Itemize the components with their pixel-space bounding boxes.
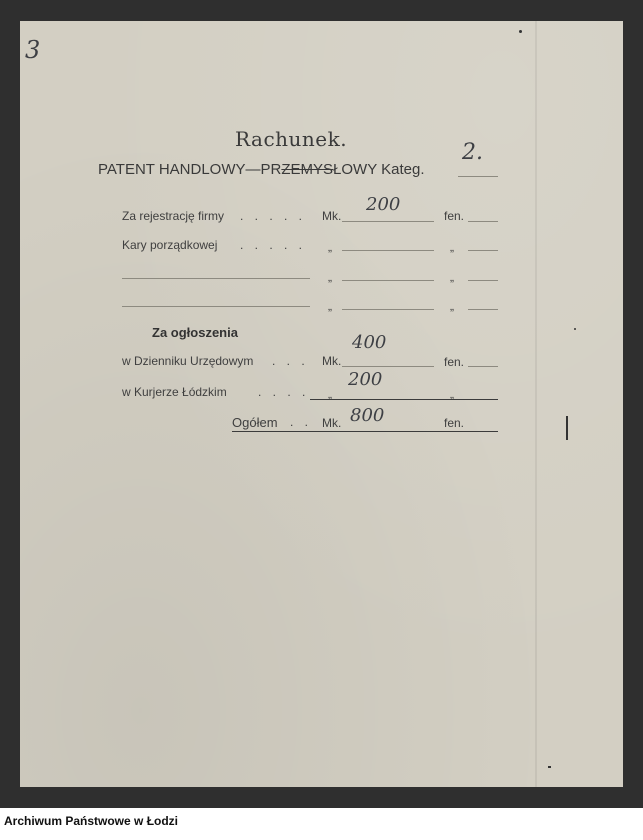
announcement-label: w Dzienniku Urzędowym	[122, 354, 254, 368]
document-title: Rachunek.	[235, 127, 348, 151]
announcement-currency: „	[328, 387, 332, 401]
fee-amount-line	[342, 221, 434, 222]
penalty-currency: „	[328, 240, 332, 254]
announcement-amount-line	[342, 366, 434, 367]
announcement-amount-handwritten: 400	[352, 332, 387, 353]
fee-unit: fen.	[444, 209, 465, 223]
announcement-amount-handwritten: 200	[348, 369, 383, 390]
announcement-dots: . . . .	[258, 385, 310, 399]
fee-fen-line	[468, 221, 498, 222]
category-line	[458, 176, 498, 177]
announcement-unit: „	[450, 387, 454, 401]
subtitle-text-start: PATENT HANDLOWY—PR	[98, 161, 282, 178]
subtotal-rule	[310, 399, 498, 400]
blank-row-fen-line	[468, 309, 498, 310]
total-dots: . .	[290, 415, 313, 429]
pencil-tick-mark	[566, 416, 568, 440]
fee-label: Za rejestrację firmy	[122, 209, 225, 223]
fee-currency: Mk.	[322, 209, 342, 223]
fee-dots: . . . . .	[240, 209, 307, 223]
announcements-heading: Za ogłoszenia	[152, 325, 238, 340]
ink-dot	[574, 328, 576, 330]
penalty-dots: . . . . .	[240, 238, 307, 252]
blank-row-amount-line	[342, 309, 434, 310]
total-rule	[232, 431, 498, 432]
penalty-amount-line	[342, 250, 434, 251]
announcement-currency: Mk.	[322, 354, 342, 368]
total-currency: Mk.	[322, 416, 342, 430]
total-unit: fen.	[444, 416, 465, 430]
penalty-fen-line	[468, 250, 498, 251]
penalty-label: Kary porządkowej	[122, 238, 218, 252]
blank-row-label-line	[122, 278, 310, 279]
blank-row-unit: „	[450, 270, 454, 284]
total-label: Ogółem	[232, 415, 278, 430]
document-subtitle	[98, 161, 424, 178]
ink-dot	[519, 30, 522, 33]
blank-row-fen-line	[468, 280, 498, 281]
total-amount-handwritten: 800	[350, 405, 385, 426]
handwritten-category: 2.	[462, 140, 483, 165]
penalty-unit: „	[450, 240, 454, 254]
fee-amount-handwritten: 200	[366, 194, 401, 215]
blank-row-label-line	[122, 306, 310, 307]
subtitle-text-end: ŁOWY Kateg.	[333, 161, 425, 178]
handwritten-page-number: 3	[25, 36, 41, 64]
ink-dot	[548, 766, 551, 768]
paper-fold	[535, 21, 537, 787]
archive-caption: Archiwum Państwowe w Łodzi	[4, 814, 179, 828]
subtitle-struck-text: ZEMYS	[281, 161, 334, 178]
blank-row-currency: „	[328, 299, 332, 313]
blank-row-amount-line	[342, 280, 434, 281]
announcement-unit: fen.	[444, 355, 465, 369]
blank-row-currency: „	[328, 270, 332, 284]
blank-row-unit: „	[450, 299, 454, 313]
announcement-dots: . . .	[272, 354, 309, 368]
announcement-label: w Kurjerze Łódzkim	[122, 385, 227, 399]
announcement-fen-line	[468, 366, 498, 367]
